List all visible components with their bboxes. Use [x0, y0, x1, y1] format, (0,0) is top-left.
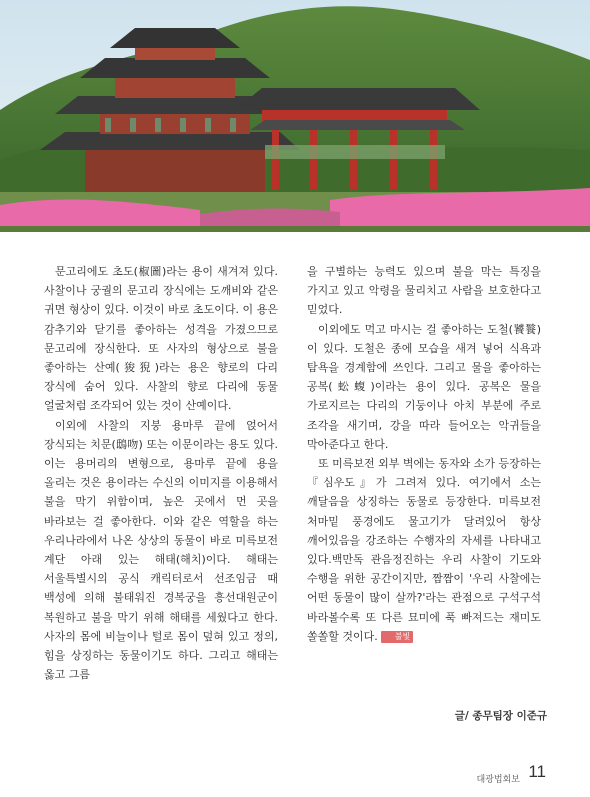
- author-credit: 글/ 종무팀장 이준규: [454, 710, 547, 722]
- page-number: 11: [528, 762, 546, 781]
- paragraph: 문고리에도 초도(椒圖)라는 용이 새겨져 있다. 사찰이나 궁궐의 문고리 장식에는 도깨비와 같은 귀면 형상이 있다. 이것이 바로 초도이다. 이 용은 감추기와 닫기를 좋아하는 성격을 가졌으므로 문고리에 장식한다. 또 사자의 형상으로 불을 좋아하는 산예(狻猊)라는 용은 향로의 다리 장식에 숨어 있다. 사찰의 향로 다리에 동물 얼굴처럼 조각되어 있는 것이 산예이다.: [44, 265, 278, 413]
- paragraph-text: 또 미륵보전 외부 벽에는 동자와 소가 등장하는 『심우도』가 그려져 있다. 여기에서 소는 깨달음을 상징하는 동물로 등장한다. 미륵보전 처마밑 풍경에도 물고기가 달려있어 항상 깨어있음을 강조하는 수행자의 자세를 나타내고 있다.백만독 관음정진하는 우리 사찰이 기도와 수행을 위한 공간이지만, 짬짬이 '우리 사찰에는 어떤 동물이 많이 살까?'라는 관점으로 구석구석 바라볼수록 또 다른 묘미에 푹 빠져드는 재미도 쏠쏠할 것이다.: [307, 457, 541, 643]
- paragraph-final: [307, 454, 541, 646]
- seal-stamp: 불빛: [381, 631, 413, 643]
- paragraph: 이외에 사찰의 지붕 용마루 끝에 얹어서 장식되는 치문(鴟吻) 또는 이문이라는 용도 있다. 이는 용머리의 변형으로, 용마루 끝에 용을 올리는 것은 용이라는 수신의 이미지를 이용해서 불을 막기 위함이며, 높은 곳에서 먼 곳을 바라보는 걸 좋아한다. 이와 같은 역할을 하는 우리나라에서 나온 상상의 동물이 바로 미륵보전 계단 아래 있는 해태(해치)이다. 해태는 서울특별시의 공식 캐릭터로서 선조임금 때 백성에 의해 불태워진 경복궁을 흥선대원군이 복원하고 불을 막기 위해 해태를 세웠다고 한다. 사자의 몸에 비늘이나 털로 몸이 덮혀 있고 정의, 힘을 상징하는 동물이기도 하다. 그리고 해태는 옳고 그름: [44, 418, 278, 682]
- left-text-column: [44, 262, 278, 684]
- publication-name: 대광법회보: [476, 775, 520, 785]
- temple-photo: [0, 0, 590, 232]
- paragraph: 이외에도 먹고 마시는 걸 좋아하는 도철(饕餮)이 있다. 도철은 종에 모습을 새겨 넣어 식욕과 탐욕을 경계함에 쓰인다. 그리고 물을 좋아하는 공복(蚣蝮)이라는 용이 있다. 공복은 물을 가로지르는 다리의 기둥이나 아치 부분에 주로 조각을 새기며, 강을 따라 들어오는 악귀들을 막아준다고 한다.: [307, 322, 541, 451]
- paragraph: 을 구별하는 능력도 있으며 불을 막는 특징을 가지고 있고 악령을 물리치고 사람을 보호한다고 믿었다.: [307, 265, 541, 317]
- right-text-column: [307, 262, 541, 646]
- temple-illustration: [0, 0, 590, 232]
